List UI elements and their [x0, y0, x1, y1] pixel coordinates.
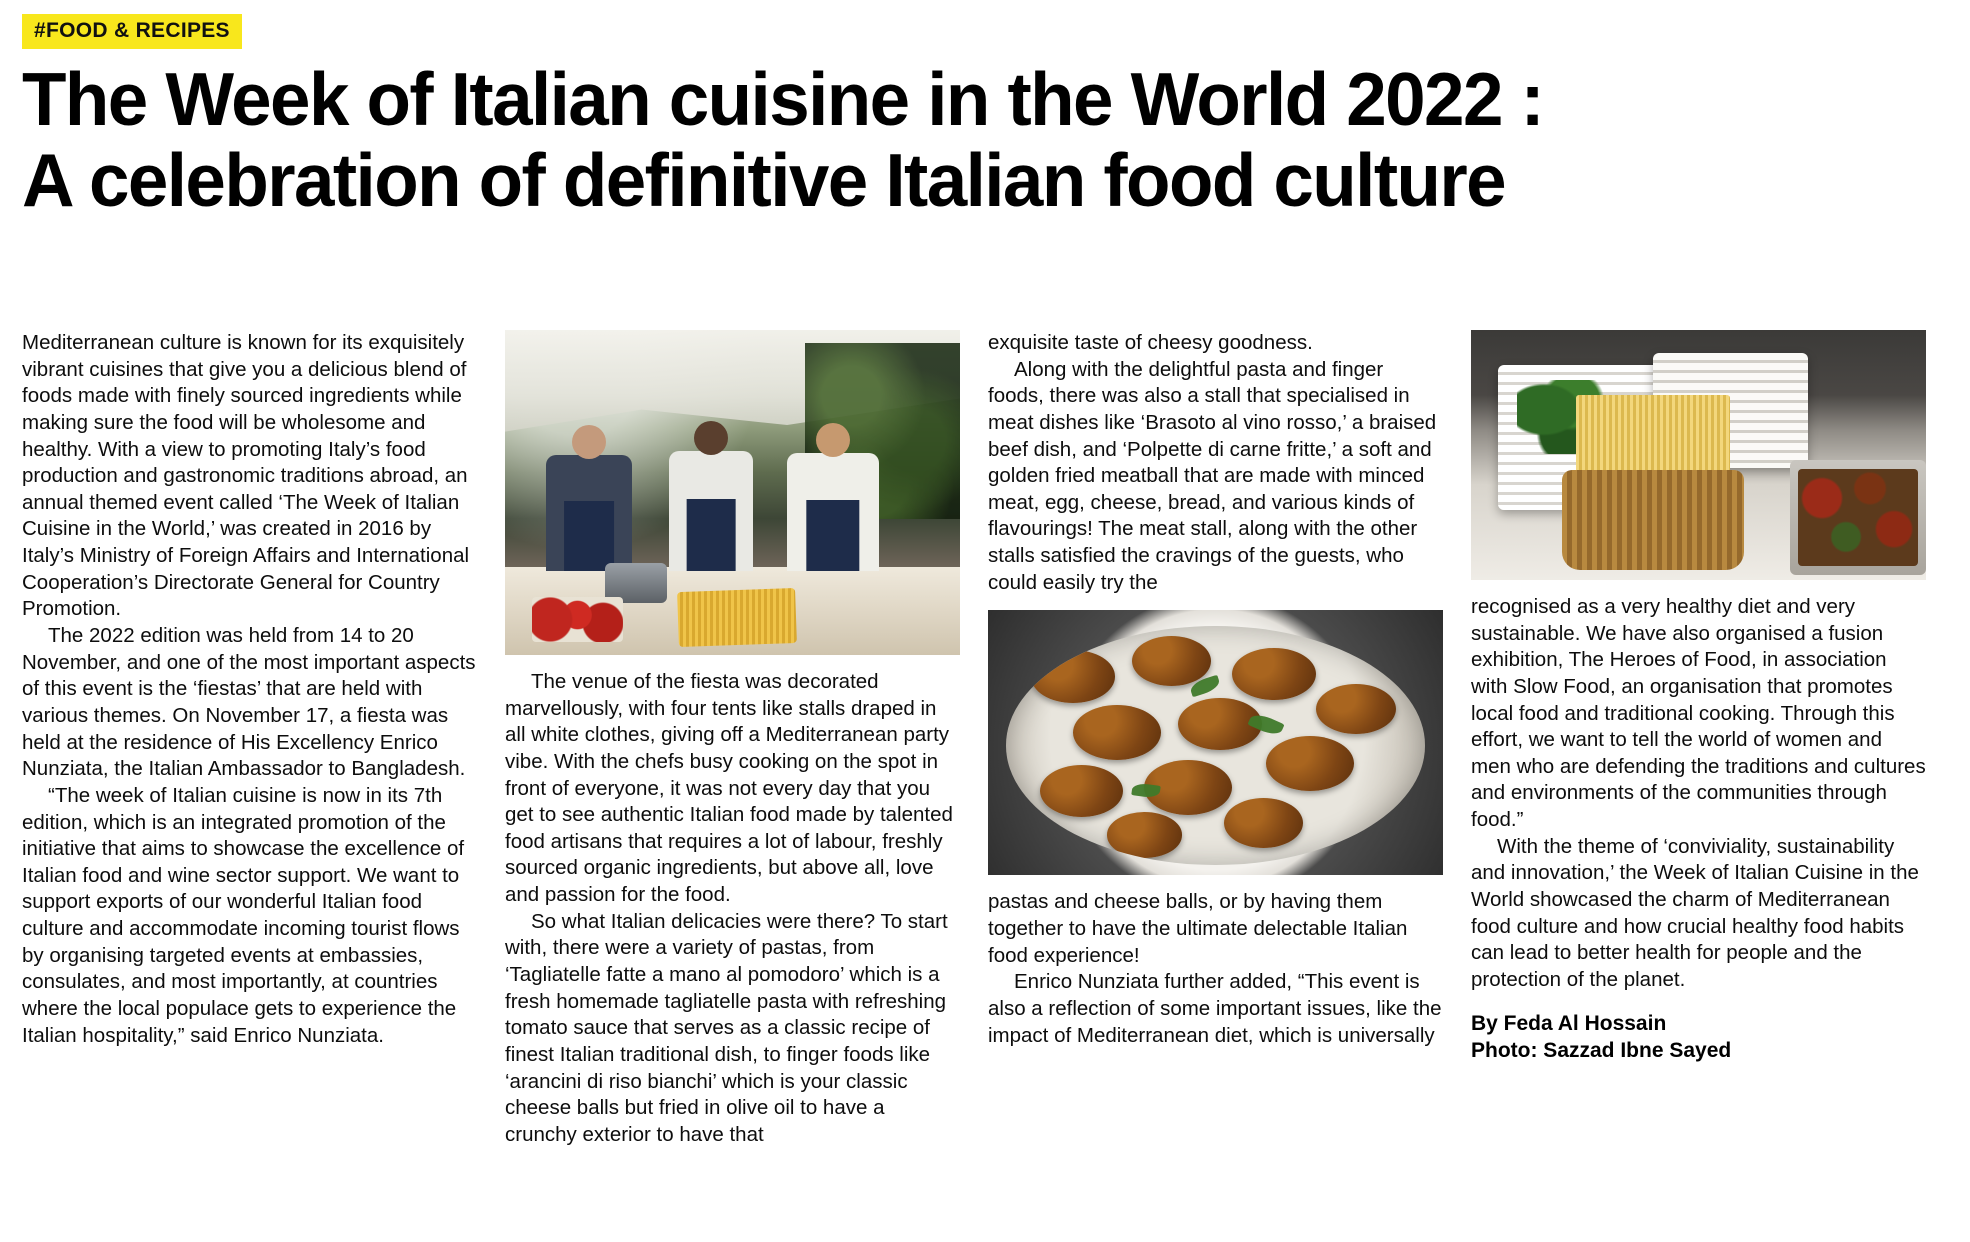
column-2-text [505, 669, 960, 1149]
meatball-shape [1107, 812, 1182, 857]
meatball-shape [1132, 636, 1212, 686]
apron-shape [686, 499, 735, 571]
meatball-shape [1316, 684, 1396, 734]
meatball-shape [1224, 798, 1304, 848]
meatball-shape [1266, 736, 1354, 791]
chef-figure [546, 455, 632, 571]
tomatoes-tray-shape [532, 597, 623, 643]
column-3-text-top [988, 330, 1443, 596]
paragraph: Enrico Nunziata further added, “This event is also a reflection of some important issues, like the impact of Mediterranean diet, which is universally [988, 970, 1442, 1047]
meatball-shape [1073, 705, 1161, 760]
column-3-text-bottom [988, 889, 1443, 1049]
column-1 [22, 330, 477, 1236]
paragraph: The 2022 edition was held from 14 to 20 November, and one of the most important aspects of this event is the ‘fiestas’ that are held with various themes. On November 17, a fiesta was held at the residence of His Excellency Enrico Nunziata, the Italian Ambassador to Bangladesh. [22, 624, 476, 781]
fried-meatballs-in-pan-photo [988, 610, 1443, 875]
byline-photo-credit: Photo: Sazzad Ibne Sayed [1471, 1039, 1732, 1063]
meatball-shape [1040, 765, 1124, 817]
meatball-shape [1031, 650, 1115, 702]
paragraph: With the theme of ‘conviviality, sustainability and innovation,’ the Week of Italian Cuisine in the World showcased the charm of Mediterranean food culture and how crucial healthy food habits can lead to better health for people and the protection of the planet. [1471, 834, 1919, 991]
section-kicker: #FOOD & RECIPES [22, 14, 242, 49]
paragraph: So what Italian delicacies were there? To start with, there were a variety of pastas, from ‘Tagliatelle fatte a mano al pomodoro’ which is a fresh homemade tagliatelle pasta with refreshing tomato sauce that serves as a classic recipe of finest Italian traditional dish, to finger foods like ‘arancini di riso bianchi’ which is your classic cheese balls but fried in olive oil to have a crunchy exterior to have that [505, 909, 948, 1146]
chef-figure [669, 451, 753, 571]
paragraph: The venue of the fiesta was decorated marvellously, with four tents like stalls draped in all white clothes, giving off a Mediterranean party vibe. With the chefs busy cooking on the spot in front of everyone, it was not every day that you get to see authentic Italian food made by talented food artisans that requires a lot of labour, freshly sourced organic ingredients, but above all, love and passion for the food. [505, 670, 953, 907]
page-title [22, 59, 1890, 221]
headline-line-1: The Week of Italian cuisine in the World 2022 : [22, 57, 1544, 141]
tray-food-shape [1798, 469, 1918, 566]
column-1-text [22, 330, 477, 1049]
head-shape [572, 425, 606, 459]
spaghetti-bundle-shape [1576, 395, 1731, 480]
meatball-shape [1232, 648, 1316, 700]
fresh-pasta-shape [677, 588, 797, 647]
chefs-cooking-at-stall-photo [505, 330, 960, 655]
paragraph: Mediterranean culture is known for its exquisitely vibrant cuisines that give you a delicious blend of foods made with finely sourced ingredients while making sure the food will be wholesome and healthy. With a view to promoting Italy’s food production and gastronomic traditions abroad, an annual themed event called ‘The Week of Italian Cuisine in the World,’ was created in 2016 by Italy’s Ministry of Foreign Affairs and International Cooperation’s Directorate General for Country Promotion. [22, 331, 470, 621]
paragraph: recognised as a very healthy diet and very sustainable. We have also organised a fusion exhibition, The Heroes of Food, in association with Slow Food, an organisation that promotes local food and traditional cooking. Through this effort, we want to tell the world of women and men who are defending the traditions and cultures and environments of the communities through food.” [1471, 595, 1926, 832]
stacked-plates-and-spaghetti-basket-photo [1471, 330, 1926, 580]
column-4 [1471, 330, 1926, 1236]
headline-line-2: A celebration of definitive Italian food culture [22, 138, 1506, 222]
woven-basket-shape [1562, 470, 1744, 570]
chef-figure [787, 453, 879, 571]
paragraph: pastas and cheese balls, or by having them together to have the ultimate delectable Italian food experience! [988, 890, 1408, 967]
pan-shape [1006, 626, 1425, 865]
column-3 [988, 330, 1443, 1236]
column-2 [505, 330, 960, 1236]
apron-shape [564, 501, 614, 571]
head-shape [816, 423, 850, 457]
column-4-text [1471, 594, 1926, 994]
article-columns [22, 330, 1948, 1236]
apron-shape [806, 500, 859, 571]
food-tray-shape [1790, 460, 1927, 575]
paragraph: Along with the delightful pasta and finger foods, there was also a stall that specialised in meat dishes like ‘Brasoto al vino rosso,’ a braised beef dish, and ‘Polpette di carne fritte,’ a soft and golden fried meatball that are made with minced meat, egg, cheese, bread, and various kinds of flavourings! The meat stall, along with the other stalls satisfied the cravings of the guests, who could easily try the [988, 357, 1437, 594]
byline [1471, 1010, 1926, 1065]
byline-author: By Feda Al Hossain [1471, 1011, 1667, 1035]
paragraph: exquisite taste of cheesy goodness. [988, 331, 1313, 354]
paragraph: “The week of Italian cuisine is now in its 7th edition, which is an integrated promotion of the initiative that aims to showcase the excellence of Italian food and wine sector support. We want to support exports of our wonderful Italian food culture and accommodate incoming tourist flows by organising targeted events at embassies, consulates, and most importantly, at countries where the local populace gets to experience the Italian hospitality,” said Enrico Nunziata. [22, 783, 465, 1047]
head-shape [694, 421, 728, 455]
